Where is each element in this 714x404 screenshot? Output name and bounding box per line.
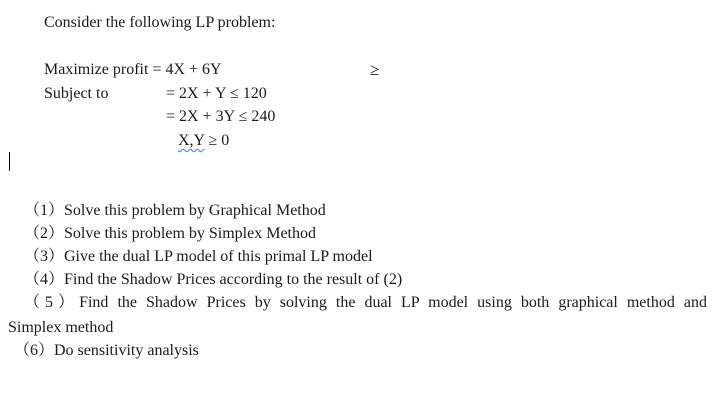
task-2: （2）Solve this problem by Simplex Method — [24, 225, 316, 242]
intro-text: Consider the following LP problem: — [44, 14, 276, 31]
constraint-2: = 2X + 3Y ≤ 240 — [166, 108, 276, 125]
nonnegativity-constraint — [178, 131, 229, 151]
text-cursor — [9, 152, 10, 171]
task-4: （4）Find the Shadow Prices according to the result of (2) — [24, 271, 403, 288]
task-3: （3）Give the dual LP model of this primal LP model — [24, 248, 373, 265]
nonneg-bound: ≥ 0 — [204, 132, 230, 149]
task-6: （6）Do sensitivity analysis — [14, 342, 199, 359]
stray-inequality-symbol: ≥ — [370, 60, 380, 79]
objective-function: Maximize profit = 4X + 6Y — [44, 61, 222, 78]
subject-to-label: Subject to — [44, 85, 109, 102]
nonneg-variables: X,Y — [178, 132, 205, 149]
task-5: （5）Find the Shadow Prices by solving the dual LP model using both graphical method and — [24, 294, 707, 311]
constraint-1: = 2X + Y ≤ 120 — [166, 85, 267, 102]
task-5-continuation: Simplex method — [8, 319, 114, 336]
task-1: （1）Solve this problem by Graphical Method — [24, 202, 326, 219]
